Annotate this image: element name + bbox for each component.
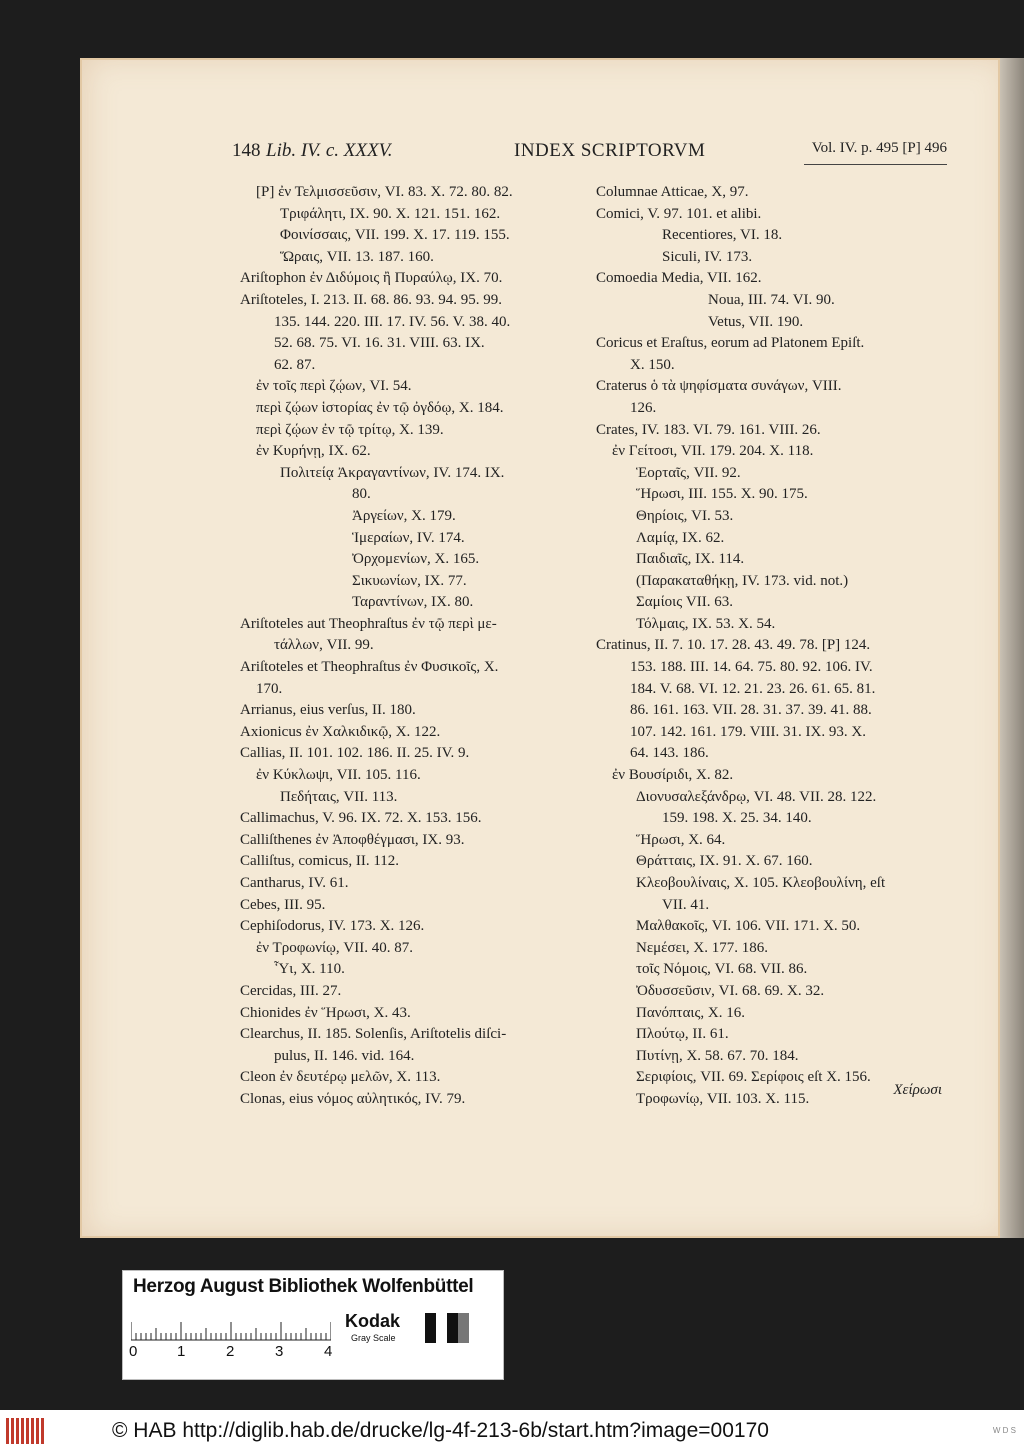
gray-patches [425,1313,469,1343]
index-entry-line: Clonas, eius νόμος αὐλητικός, IV. 79. [240,1090,466,1107]
index-entry-line: Cebes, III. 95. [240,896,326,913]
index-entry-line: Calliſtus, comicus, II. 112. [240,853,400,870]
index-entry-line: Cercidas, III. 27. [240,982,342,999]
index-entry-line: [P] ἐν Τελμισσεῦσιν, VI. 83. X. 72. 80. 82. [256,184,513,200]
index-entry-line: Ariſtoteles aut Theophraſtus ἐν τῷ περὶ με- [240,615,497,632]
index-entry-line: Νεμέσει, X. 177. 186. [636,939,768,956]
index-entry-line: Cephiſodorus, IV. 173. X. 126. [240,918,425,935]
index-entry-line: Noua, III. 74. VI. 90. [708,291,835,308]
index-entry-line: 159. 198. X. 25. 34. 140. [662,810,812,827]
index-entry-line: Calliſthenes ἐν Ἀποφθέγμασι, IX. 93. [240,831,465,848]
index-entry-line: ἐν Κυρήνῃ, IX. 62. [256,443,371,460]
index-entry-line: ἐν Γείτοσι, VII. 179. 204. X. 118. [612,443,814,460]
index-entry-line: 135. 144. 220. III. 17. IV. 56. V. 38. 40. [274,313,511,330]
index-entry-line: Craterus ὁ τὰ ψηφίσματα συνάγων, VIII. [596,378,842,395]
ruler-number: 1 [177,1343,186,1360]
index-entry-line: Columnae Atticae, X, 97. [596,184,749,200]
index-entry-line: Comoedia Media, VII. 162. [596,270,762,287]
ruler-number: 0 [129,1343,138,1360]
index-column-left [240,182,585,1111]
ruler-number: 2 [226,1343,235,1360]
index-entry-line: Ὀδυσσεῦσιν, VI. 68. 69. X. 32. [636,982,825,999]
index-entry-line: Ἀργείων, X. 179. [352,507,456,524]
index-entry-line: Ariſtophon ἐν Διδύμοις ἢ Πυραύλῳ, IX. 70. [240,270,503,287]
index-entry-line: Τόλμαις, IX. 53. X. 54. [636,615,776,632]
library-color-card [122,1270,504,1380]
index-entry-line: Τριφάλητι, IX. 90. X. 121. 151. 162. [280,205,501,222]
footer-bar [0,1410,1024,1454]
index-entry-line: 153. 188. III. 14. 64. 75. 80. 92. 106. IV. [630,659,873,676]
index-entry-line: Vetus, VII. 190. [708,313,804,330]
index-entry-line: pulus, II. 146. vid. 164. [274,1047,415,1064]
index-entry-line: Ariſtoteles et Theophraſtus ἐν Φυσικοῖς, X. [240,659,499,676]
index-entry-line: Axionicus ἐν Χαλκιδικῷ, X. 122. [240,723,441,740]
index-entry-line: ἐν τοῖς περὶ ζῴων, VI. 54. [256,378,412,395]
header-underline [804,164,947,165]
index-entry-line: Σικυωνίων, IX. 77. [352,572,467,589]
index-entry-line: Ἥρωσι, III. 155. X. 90. 175. [636,486,808,503]
index-entry-line: Πυτίνῃ, X. 58. 67. 70. 184. [636,1047,799,1064]
index-entry-line: Callias, II. 101. 102. 186. II. 25. IV. 9. [240,745,470,762]
header-volume-reference: Vol. IV. p. 495 [P] 496 [811,140,947,156]
index-column-right [596,182,948,1111]
index-entry-line: Comici, V. 97. 101. et alibi. [596,205,762,222]
index-entry-line: 184. V. 68. VI. 12. 21. 23. 26. 61. 65. 81. [630,680,876,697]
index-entry-line: 126. [630,399,657,416]
index-entry-line: 52. 68. 75. VI. 16. 31. VIII. 63. IX. [274,335,485,352]
index-entry-line: Μαλθακοῖς, VI. 106. VII. 171. X. 50. [636,918,861,935]
index-entry-line: ἐν Κύκλωψι, VII. 105. 116. [256,767,421,784]
index-entry-line: ἐν Βουσίριδι, X. 82. [612,767,734,784]
index-entry-line: VII. 41. [662,896,710,913]
index-entry-line: 80. [352,486,371,503]
index-entry-line: 107. 142. 161. 179. VIII. 31. IX. 93. X. [630,723,866,740]
index-entry-line: Cratinus, II. 7. 10. 17. 28. 43. 49. 78. [P] 124. [596,637,871,654]
index-entry-line: Crates, IV. 183. VI. 79. 161. VIII. 26. [596,421,821,438]
index-entry-line: 86. 161. 163. VII. 28. 31. 37. 39. 41. 88. [630,702,872,719]
page-number: 148 [232,140,261,161]
header-title: INDEX SCRIPTORVM [514,140,706,161]
kodak-brand: Kodak [345,1311,401,1331]
index-entry-line: τοῖς Νόμοις, VI. 68. VII. 86. [636,961,808,978]
ruler-number: 3 [275,1343,284,1360]
index-entry-line: περὶ ζῴων ἐν τῷ τρίτῳ, X. 139. [256,421,444,438]
index-entry-line: ἐν Τροφωνίῳ, VII. 40. 87. [256,939,414,956]
catchword: Χείρωσι [893,1082,942,1098]
index-entry-line: 62. 87. [274,356,316,373]
index-entry-line: Cleon ἐν δευτέρῳ μελῶν, X. 113. [240,1069,441,1086]
index-entry-line: Τροφωνίῳ, VII. 103. X. 115. [636,1090,810,1107]
index-entry-line: Coricus et Eraſtus, eorum ad Platonem Epiſt. [596,335,865,352]
index-entry-line: Ὥραις, VII. 13. 187. 160. [280,248,434,265]
index-entry-line: Φοινίσσαις, VII. 199. X. 17. 119. 155. [280,227,510,244]
index-entry-line: Ἑορταῖς, VII. 92. [636,464,741,481]
index-entry-line: Arrianus, eius verſus, II. 180. [240,702,416,719]
index-entry-line: Siculi, IV. 173. [662,248,753,265]
index-entry-line: Ἥρωσι, X. 64. [636,831,726,848]
copyright-link[interactable]: © HAB http://diglib.hab.de/drucke/lg-4f-213-6b/start.htm?image=00170 [112,1419,769,1442]
header-book-chapter: Lib. IV. c. XXXV. [266,140,393,161]
index-entry-line: Ταραντίνων, IX. 80. [352,594,474,611]
index-entry-line: περὶ ζῴων ἱστορίας ἐν τῷ ὀγδόῳ, X. 184. [256,399,504,416]
index-entry-line: Cantharus, IV. 61. [240,875,349,891]
index-entry-line: Πεδήταις, VII. 113. [280,788,398,805]
index-entry-line: Recentiores, VI. 18. [662,227,783,244]
index-entry-line: Clearchus, II. 185. Solenſis, Ariſtotelis diſci- [240,1026,507,1043]
index-entry-line: Callimachus, V. 96. IX. 72. X. 153. 156. [240,810,482,827]
index-entry-line: Διονυσαλεξάνδρῳ, VI. 48. VII. 28. 122. [636,788,877,805]
index-entry-line: τάλλων, VII. 99. [274,637,374,654]
index-entry-line: Ὗι, X. 110. [274,961,345,978]
index-entry-line: Πολιτείᾳ Ἀκραγαντίνων, IV. 174. IX. [280,464,505,481]
index-entry-line: Θράτταις, IX. 91. X. 67. 160. [636,853,813,870]
hab-logo-icon [6,1418,46,1444]
footer-mark: W D S [992,1426,1016,1435]
ruler-scale [131,1311,331,1341]
index-entry-line: Πλούτῳ, II. 61. [636,1026,729,1043]
index-entry-line: Σαμίοις VII. 63. [636,594,733,611]
index-entry-line: Chionides ἐν Ἥρωσι, X. 43. [240,1004,411,1021]
page-header [232,140,947,164]
library-name: Herzog August Bibliothek Wolfenbüttel [133,1276,474,1297]
index-entry-line: Ariſtoteles, I. 213. II. 68. 86. 93. 94. 95. 99. [240,291,503,308]
index-entry-line: X. 150. [630,356,675,373]
index-entry-line: Λαμίᾳ, IX. 62. [636,529,725,546]
index-entry-line: Ὀρχομενίων, X. 165. [352,551,480,568]
index-entry-line: Παιδιαῖς, IX. 114. [636,551,745,568]
index-entry-line: Σεριφίοις, VII. 69. Σερίφοις eſt X. 156. [636,1069,871,1086]
index-entry-line: 64. 143. 186. [630,745,709,762]
index-entry-line: Πανόπταις, X. 16. [636,1004,745,1021]
index-entry-line: Κλεοβουλίναις, X. 105. Κλεοβουλίνη, eſt [636,875,886,891]
index-entry-line: Θηρίοις, VI. 53. [636,507,734,524]
gray-scale-caption: Gray Scale [351,1333,396,1343]
index-entry-line: (Παρακαταθήκῃ, IV. 173. vid. not.) [636,572,849,589]
next-page-edge [1000,58,1024,1238]
index-entry-line: Ἱμεραίων, IV. 174. [352,529,465,546]
index-entry-line: 170. [256,680,283,697]
ruler-number: 4 [324,1343,333,1360]
